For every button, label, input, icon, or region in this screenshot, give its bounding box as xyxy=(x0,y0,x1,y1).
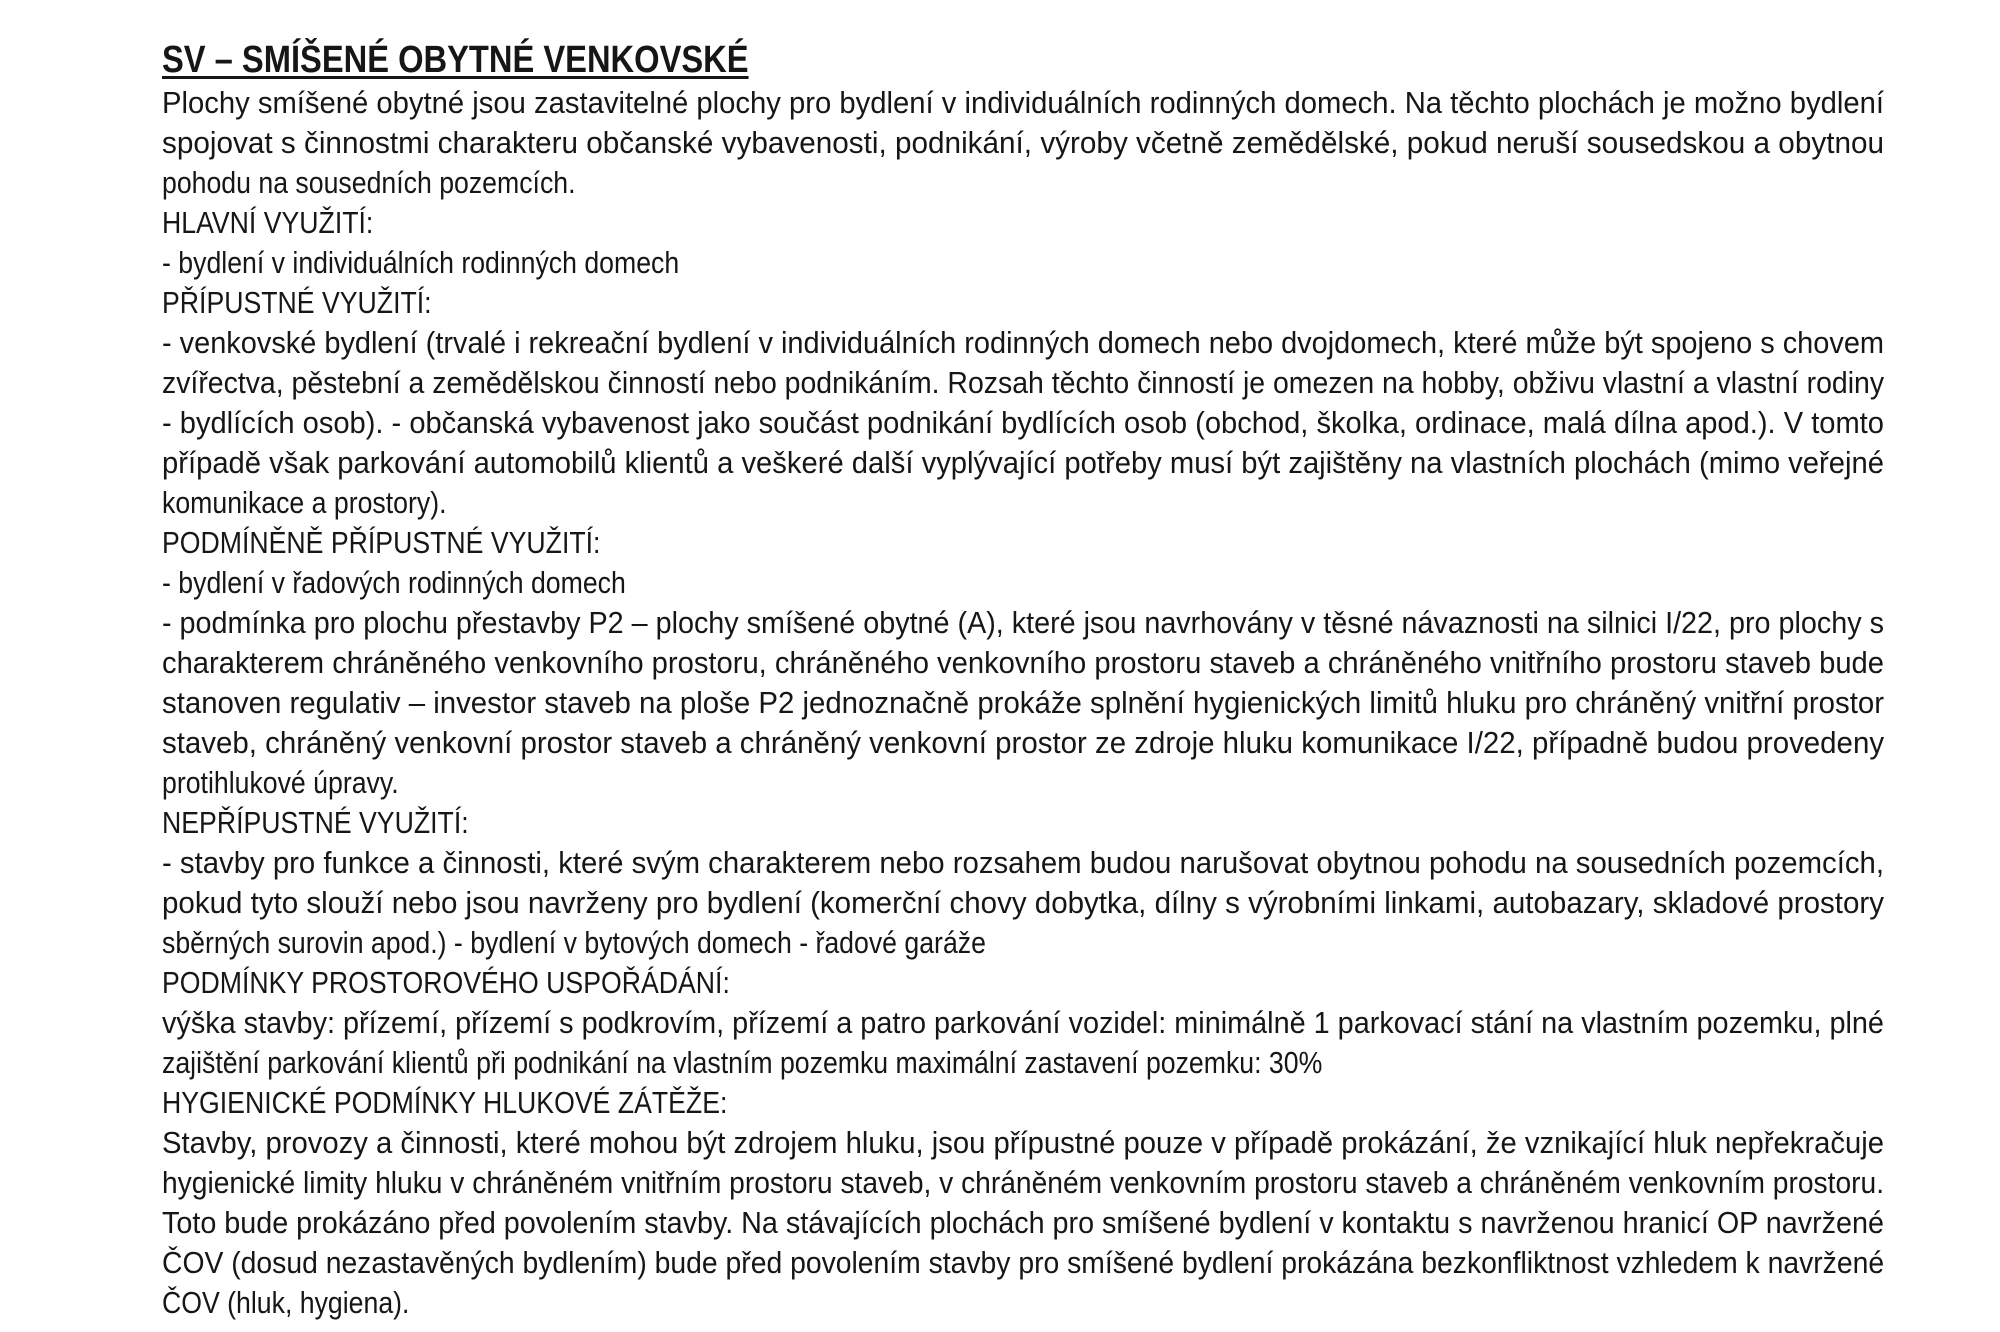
text-line: zajištění parkování klientů při podnikání na vlastním pozemku maximální zastavení pozemku: 30% xyxy=(162,1045,1323,1080)
text-line: - bydlení v řadových rodinných domech xyxy=(162,565,626,600)
page-title: SV – SMÍŠENÉ OBYTNÉ VENKOVSKÉ xyxy=(162,39,749,81)
text-line: sběrných surovin apod.) - bydlení v bytových domech - řadové garáže xyxy=(162,925,986,960)
text-line: protihlukové úpravy. xyxy=(162,765,399,800)
text-line: charakterem chráněného venkovního prostoru, chráněného venkovního prostoru staveb a chráněného vnitřního prostoru staveb bude xyxy=(162,645,1885,680)
text-line: výška stavby: přízemí, přízemí s podkrovím, přízemí a patro parkování vozidel: minimálně 1 parkovací stání na vlastním pozemku, plné xyxy=(162,1005,1884,1040)
text-line: - venkovské bydlení (trvalé i rekreační bydlení v individuálních rodinných domech nebo dvojdomech, které může být spojeno s chovem xyxy=(162,325,1885,360)
text-line: ČOV (dosud nezastavěných bydlením) bude před povolením stavby pro smíšené bydlení prokázána bezkonfliktnost vzhledem k navržené xyxy=(162,1245,1885,1280)
text-line: hygienické limity hluku v chráněném vnitřním prostoru staveb, v chráněném venkovním prostoru staveb a chráněném venkovním prostoru. xyxy=(162,1165,1885,1200)
text-line: ČOV (hluk, hygiena). xyxy=(162,1285,410,1320)
section-heading: HLAVNÍ VYUŽITÍ: xyxy=(162,205,374,240)
text-line: - podmínka pro plochu přestavby P2 – plochy smíšené obytné (A), které jsou navrhovány v těsné návaznosti na silnici I/22, pro plochy s xyxy=(162,605,1884,640)
section-heading: PŘÍPUSTNÉ VYUŽITÍ: xyxy=(162,285,432,320)
text-line: Toto bude prokázáno před povolením stavby. Na stávajících plochách pro smíšené bydlení v kontaktu s navrženou hranicí OP navržené xyxy=(162,1205,1884,1240)
section-heading: PODMÍNĚNĚ PŘÍPUSTNÉ VYUŽITÍ: xyxy=(162,525,601,560)
text-line: stanoven regulativ – investor staveb na ploše P2 jednoznačně prokáže splnění hygienických limitů hluku pro chráněný vnitřní prostor xyxy=(162,685,1885,720)
text-line: Stavby, provozy a činnosti, které mohou být zdrojem hluku, jsou přípustné pouze v případě prokázání, že vznikající hluk nepřekračuje xyxy=(162,1125,1885,1160)
text-line: - bydlení v individuálních rodinných domech xyxy=(162,245,680,280)
text-line: pokud tyto slouží nebo jsou navrženy pro bydlení (komerční chovy dobytka, dílny s výrobními linkami, autobazary, skladové prostory xyxy=(162,885,1885,920)
section-heading: NEPŘÍPUSTNÉ VYUŽITÍ: xyxy=(162,805,469,840)
text-line: spojovat s činnostmi charakteru občanské vybavenosti, podnikání, výroby včetně zemědělské, pokud neruší sousedskou a obytnou xyxy=(162,125,1885,160)
section-hlavni-vyuziti xyxy=(162,203,1884,283)
text-line: - stavby pro funkce a činnosti, které svým charakterem nebo rozsahem budou narušovat obytnou pohodu na sousedních pozemcích, xyxy=(162,845,1884,880)
section-heading: HYGIENICKÉ PODMÍNKY HLUKOVÉ ZÁTĚŽE: xyxy=(162,1085,728,1120)
section-hygienicke-podminky xyxy=(162,1083,1884,1323)
text-line: Plochy smíšené obytné jsou zastavitelné plochy pro bydlení v individuálních rodinných domech. Na těchto plochách je možno bydlení xyxy=(162,85,1884,120)
text-line: případě však parkování automobilů klientů a veškeré další vyplývající potřeby musí být zajištěny na vlastních plochách (mimo veřejné xyxy=(162,445,1884,480)
text-line: zvířectva, pěstební a zemědělskou činností nebo podnikáním. Rozsah těchto činností je omezen na hobby, obživu vlastní a vlastní rodiny xyxy=(162,365,1885,400)
section-podminky-prostoroveho-usporadani xyxy=(162,963,1884,1083)
text-line: - bydlících osob). - občanská vybavenost jako součást podnikání bydlících osob (obchod, školka, ordinace, malá dílna apod.). V tomto xyxy=(162,405,1884,440)
text-line: komunikace a prostory). xyxy=(162,485,447,520)
section-podminene-pripustne-vyuziti xyxy=(162,523,1884,803)
section-pripustne-vyuziti xyxy=(162,283,1884,523)
text-line: pohodu na sousedních pozemcích. xyxy=(162,165,576,200)
section-nepripustne-vyuziti xyxy=(162,803,1884,963)
section-heading: PODMÍNKY PROSTOROVÉHO USPOŘÁDÁNÍ: xyxy=(162,965,730,1000)
document-page xyxy=(162,37,1884,1323)
intro-paragraph xyxy=(162,83,1884,203)
text-line: staveb, chráněný venkovní prostor staveb a chráněný venkovní prostor ze zdroje hluku komunikace I/22, případně budou provedeny xyxy=(162,725,1885,760)
